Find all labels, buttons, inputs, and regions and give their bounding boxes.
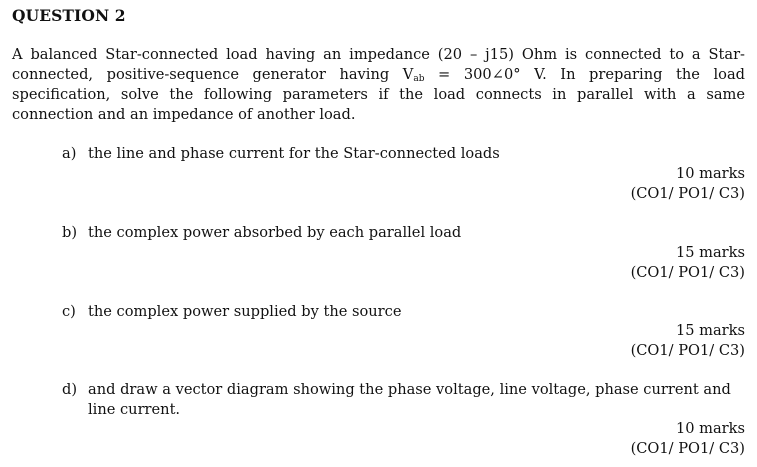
course-outcome-code: (CO1/ PO1/ C3) <box>630 264 745 281</box>
statement-text-part2: = 300∠0° V. In preparing the load specification, solve the following parameters if the load connects in parallel with a same connection and an impedance of another load. <box>12 66 745 123</box>
sub-question-text: the complex power supplied by the source <box>88 303 402 320</box>
sub-question-letter: a) <box>62 145 77 162</box>
sub-question-text: the line and phase current for the Star-connected loads <box>88 145 500 162</box>
sub-question-text: and draw a vector diagram showing the phase voltage, line voltage, phase current and line current. <box>88 381 731 418</box>
sub-question-letter: b) <box>62 224 78 241</box>
marks-value: 15 marks <box>675 322 745 339</box>
statement-text-part1: A balanced Star-connected load having an impedance (20 – j15) Ohm is connected to a Star-connected, positive-sequence generator having V <box>12 46 745 83</box>
marks-allocation-c <box>631 321 745 361</box>
sub-question-a <box>62 144 745 164</box>
marks-value: 15 marks <box>675 244 745 261</box>
course-outcome-code: (CO1/ PO1/ C3) <box>630 342 745 359</box>
marks-allocation-b <box>631 243 745 283</box>
sub-question-text: the complex power absorbed by each parallel load <box>88 224 462 241</box>
sub-question-d <box>62 380 745 420</box>
course-outcome-code: (CO1/ PO1/ C3) <box>630 440 745 457</box>
marks-allocation-a <box>631 164 745 204</box>
sub-question-c <box>62 302 745 322</box>
sub-question-letter: c) <box>62 303 76 320</box>
sub-question-b <box>62 223 745 243</box>
course-outcome-code: (CO1/ PO1/ C3) <box>630 185 745 202</box>
marks-value: 10 marks <box>675 165 745 182</box>
voltage-subscript: ab <box>413 74 425 84</box>
question-title: QUESTION 2 <box>12 6 126 25</box>
question-statement <box>12 45 745 125</box>
marks-allocation-d <box>631 419 745 459</box>
marks-value: 10 marks <box>675 420 745 437</box>
sub-question-letter: d) <box>62 381 78 398</box>
